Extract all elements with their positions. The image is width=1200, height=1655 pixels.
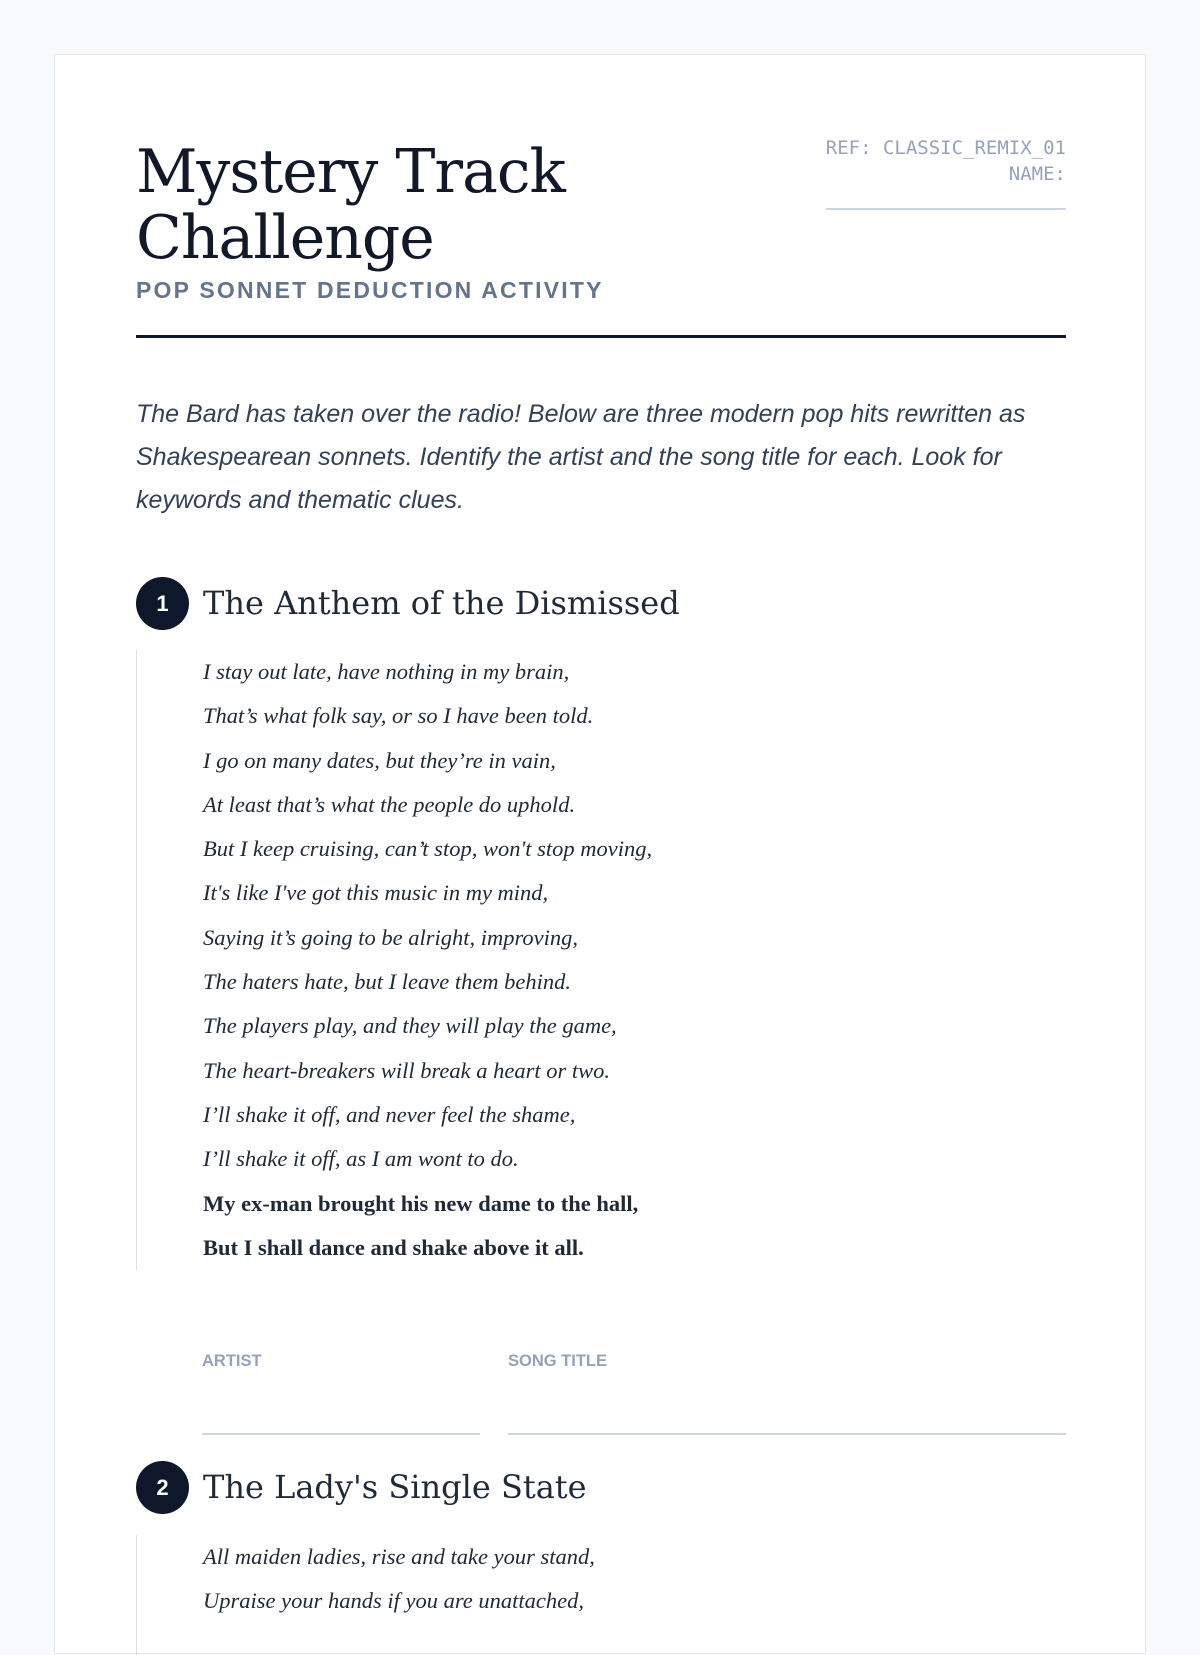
sonnet-line: Upraise your hands if you are unattached, — [203, 1588, 584, 1614]
page-title: Mystery Track Challenge — [136, 137, 565, 273]
sonnet-line: But I keep cruising, can’t stop, won't stop moving, — [203, 836, 653, 862]
sonnet-line: That’s what folk say, or so I have been told. — [203, 703, 594, 729]
sonnet-line: All maiden ladies, rise and take your stand, — [203, 1544, 595, 1569]
sonnet-line: The heart-breakers will break a heart or two. — [203, 1057, 611, 1083]
puzzle-1-song-title-field[interactable] — [508, 1377, 1066, 1435]
sonnet-line: I’ll shake it off, and never feel the shame, — [203, 1101, 576, 1127]
puzzle-1-sonnet — [136, 650, 897, 1270]
puzzle-1-title: The Anthem of the Dismissed — [203, 584, 680, 622]
sonnet-line: It's like I've got this music in my mind, — [203, 880, 549, 906]
intro-paragraph: The Bard has taken over the radio! Below are three modern pop hits rewritten as Shakespearean sonnets. Identify the artist and the song title for each. Look for keywords and thematic clues. — [136, 400, 1026, 514]
sonnet-line: The haters hate, but I leave them behind. — [203, 969, 572, 995]
sonnet-couplet-line: My ex-man brought his new dame to the hall, — [203, 1190, 639, 1216]
puzzle-2-number-badge: 2 — [136, 1461, 189, 1514]
sonnet-line: I go on many dates, but they’re in vain, — [203, 747, 556, 773]
sonnet-line: The players play, and they will play the game, — [203, 1013, 617, 1039]
sonnet-line: I’ll shake it off, as I am wont to do. — [203, 1146, 519, 1172]
sonnet-line: At least that’s what the people do uphold. — [203, 791, 576, 817]
sonnet-line: I stay out late, have nothing in my brain, — [203, 659, 570, 684]
worksheet-meta — [806, 135, 1066, 187]
sonnet-couplet-line: But I shall dance and shake above it all. — [203, 1234, 584, 1260]
header-divider — [136, 335, 1066, 338]
name-label: NAME: — [1008, 163, 1066, 185]
puzzle-1-number-badge: 1 — [136, 577, 189, 630]
reference-code: REF: CLASSIC_REMIX_01 — [825, 137, 1066, 159]
sonnet-line: Saying it’s going to be alright, improving, — [203, 924, 578, 950]
puzzle-2-sonnet — [136, 1535, 897, 1655]
song-title-label: SONG TITLE — [508, 1352, 607, 1370]
worksheet-page — [54, 54, 1146, 1654]
puzzle-2-title: The Lady's Single State — [203, 1468, 587, 1506]
name-answer-line[interactable] — [826, 208, 1066, 210]
artist-label: ARTIST — [202, 1352, 262, 1370]
puzzle-1-artist-field[interactable] — [202, 1377, 480, 1435]
page-subtitle: POP SONNET DEDUCTION ACTIVITY — [136, 277, 604, 303]
